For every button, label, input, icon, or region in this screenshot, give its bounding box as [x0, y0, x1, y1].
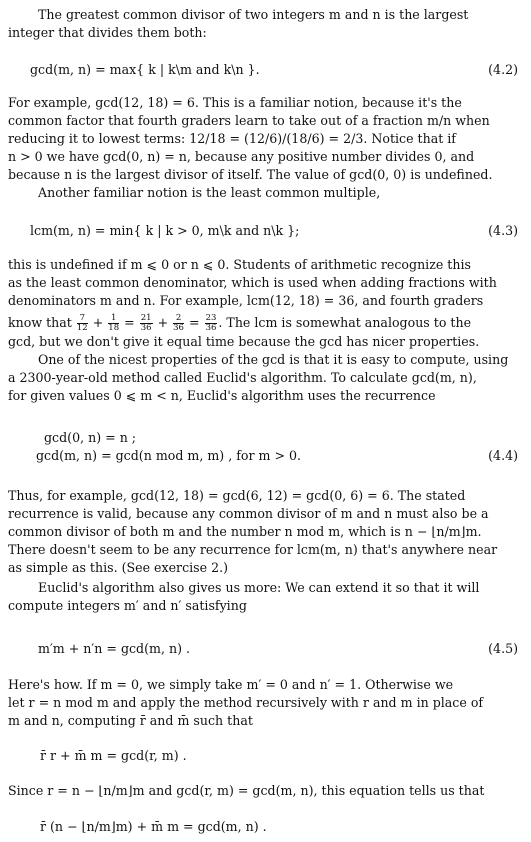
equation-body: gcd(m, n) = gcd(n mod m, m) , for m > 0.	[36, 448, 302, 463]
paragraph-line: this is undefined if m ⩽ 0 or n ⩽ 0. Students of arithmetic recognize this	[8, 257, 471, 272]
equation-number: (4.2)	[488, 62, 518, 77]
equals-sign: =	[188, 315, 200, 330]
paragraph-line: denominators m and n. For example, lcm(12, 18) = 36, and fourth graders	[8, 293, 484, 308]
equation-body: lcm(m, n) = min{ k | k > 0, m\k and n\k };	[30, 223, 300, 238]
paragraph-line: gcd, but we don't give it equal time because the gcd has nicer properties.	[8, 334, 480, 349]
paragraph-line: There doesn't seem to be any recurrence for lcm(m, n) that's anywhere near	[8, 542, 498, 557]
equals-sign: =	[124, 315, 135, 330]
paragraph-line: recurrence is valid, because any common divisor of m and n must also be a	[8, 506, 489, 521]
paragraph-line: Since r = n − ⌊n/m⌋m and gcd(r, m) = gcd(m, n), this equation tells us that	[8, 783, 485, 798]
fraction: $\frac{1}{18}$	[108, 313, 120, 333]
paragraph-euclid: One of the nicest properties of the gcd is that it is easy to compute, using	[38, 352, 509, 367]
equation-4-4-line1	[44, 428, 518, 448]
fraction-line-tail: The lcm is somewhat analogous to the	[226, 315, 472, 330]
paragraph-line: a 2300-year-old method called Euclid's algorithm. To calculate gcd(m, n),	[8, 370, 477, 385]
paragraph-line: For example, gcd(12, 18) = 6. This is a familiar notion, because it's the	[8, 95, 462, 110]
equation-recursive	[40, 746, 518, 766]
paragraph-extended-euclid: Euclid's algorithm also gives us more: We can extend it so that it will	[38, 580, 480, 595]
equation-body: m′m + n′n = gcd(m, n) .	[38, 641, 191, 656]
paragraph-line: common divisor of both m and the number n mod m, which is n − ⌊n/m⌋m.	[8, 524, 482, 539]
paragraph-line: common factor that fourth graders learn to take out of a fraction m/n when	[8, 113, 490, 128]
equation-substituted	[40, 817, 518, 837]
paragraph-gcd-definition: The greatest common divisor of two integers m and n is the largest	[38, 7, 469, 22]
paragraph-line: n > 0 we have gcd(0, n) = n, because any positive number divides 0, and	[8, 149, 475, 164]
plus-sign: +	[92, 315, 104, 330]
period: .	[218, 315, 223, 330]
fraction: $\frac{2}{36}$	[173, 313, 184, 333]
paragraph-line: Thus, for example, gcd(12, 18) = gcd(6, 12) = gcd(0, 6) = 6. The stated	[8, 488, 466, 503]
equation-body: r̄ (n − ⌊n/m⌋m) + m̄ m = gcd(m, n) .	[40, 819, 267, 834]
paragraph-line: reducing it to lowest terms: 12/18 = (12/6)/(18/6) = 2/3. Notice that if	[8, 131, 456, 146]
equation-body: r̄ r + m̄ m = gcd(r, m) .	[40, 748, 187, 763]
paragraph-line: as simple as this. (See exercise 2.)	[8, 560, 229, 575]
paragraph-line: as the least common denominator, which is used when adding fractions with	[8, 275, 497, 290]
equation-4-3	[30, 221, 518, 241]
paragraph-line: m and n, computing r̄ and m̄ such that	[8, 713, 253, 728]
fraction-line-lead: know that	[8, 315, 72, 330]
equation-4-5	[38, 639, 518, 659]
equation-number: (4.5)	[488, 641, 518, 656]
paragraph-line: for given values 0 ⩽ m < n, Euclid's algorithm uses the recurrence	[8, 388, 436, 403]
paragraph-lcm-intro: Another familiar notion is the least common multiple,	[38, 185, 381, 200]
paragraph-line: let r = n mod m and apply the method recursively with r and m in place of	[8, 695, 484, 710]
paragraph-line: because n is the largest divisor of itself. The value of gcd(0, 0) is undefined.	[8, 167, 493, 182]
equation-4-4-line2	[36, 446, 518, 466]
fraction: $\frac{7}{12}$	[76, 313, 88, 333]
paragraph-fraction-line	[8, 314, 519, 333]
fraction: $\frac{23}{36}$	[205, 313, 217, 333]
paragraph-line: Here's how. If m = 0, we simply take m′ = 0 and n′ = 1. Otherwise we	[8, 677, 454, 692]
paragraph-line: compute integers m′ and n′ satisfying	[8, 598, 247, 613]
equation-body: gcd(m, n) = max{ k | k\m and k\n }.	[30, 62, 260, 77]
equation-number: (4.3)	[488, 223, 518, 238]
equation-number: (4.4)	[488, 448, 518, 463]
equation-4-2	[30, 60, 518, 80]
fraction: $\frac{21}{36}$	[140, 313, 152, 333]
equation-body: gcd(0, n) = n ;	[44, 430, 137, 445]
paragraph-line: integer that divides them both:	[8, 25, 207, 40]
plus-sign: +	[157, 315, 169, 330]
